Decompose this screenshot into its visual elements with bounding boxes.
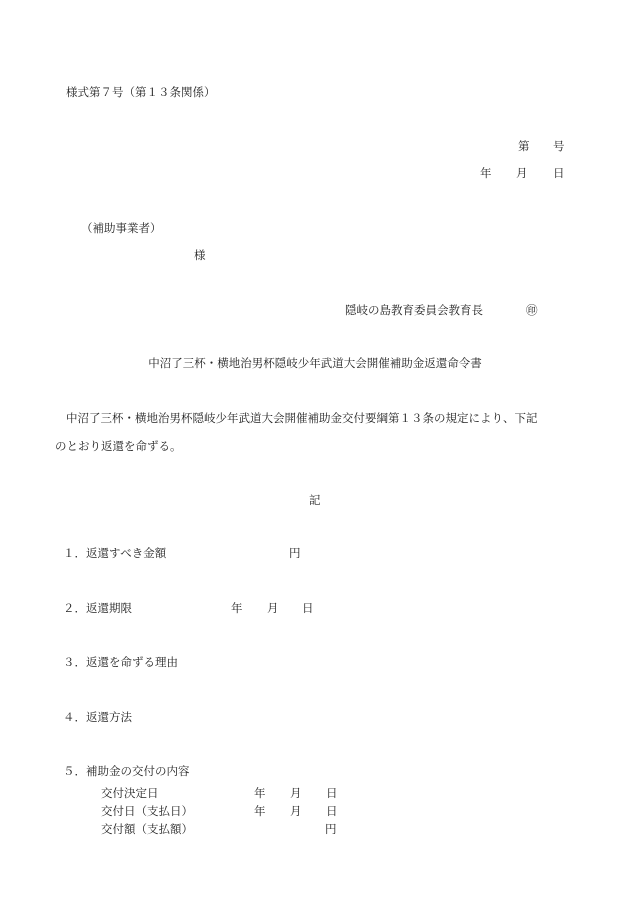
doc-number-dai: 第 bbox=[518, 139, 530, 153]
grant-decision-day: 日 bbox=[326, 786, 338, 800]
grant-amount-label: 交付額（支払額） bbox=[101, 822, 193, 836]
grant-amount-unit: 円 bbox=[325, 822, 337, 836]
grant-payment-month: 月 bbox=[290, 804, 302, 818]
recipient-label: （補助事業者） bbox=[81, 221, 162, 235]
grant-payment-day: 日 bbox=[326, 804, 338, 818]
seal-mark: ㊞ bbox=[526, 303, 538, 317]
item-1-unit: 円 bbox=[289, 546, 301, 560]
ki-heading: 記 bbox=[309, 493, 321, 507]
grant-payment-date-label: 交付日（支払日） bbox=[101, 804, 193, 818]
issue-year: 年 bbox=[480, 166, 492, 180]
issue-day: 日 bbox=[553, 166, 565, 180]
item-5-label: ５．補助金の交付の内容 bbox=[63, 764, 190, 778]
body-line-1: 中沼了三杯・横地治男杯隠岐少年武道大会開催補助金交付要綱第１３条の規定により、下記 bbox=[66, 411, 538, 425]
doc-number-go: 号 bbox=[553, 139, 565, 153]
form-number: 様式第７号（第１３条関係） bbox=[66, 85, 216, 99]
grant-decision-date-label: 交付決定日 bbox=[101, 786, 159, 800]
grant-payment-year: 年 bbox=[254, 804, 266, 818]
item-2-day: 日 bbox=[302, 601, 314, 615]
recipient-honorific: 様 bbox=[194, 248, 206, 262]
item-1-label: １．返還すべき金額 bbox=[63, 546, 167, 560]
body-line-2: のとおり返還を命ずる。 bbox=[55, 439, 182, 453]
issue-month: 月 bbox=[516, 166, 528, 180]
item-3-label: ３．返還を命ずる理由 bbox=[63, 655, 178, 669]
grant-decision-year: 年 bbox=[254, 786, 266, 800]
grant-decision-month: 月 bbox=[290, 786, 302, 800]
item-4-label: ４．返還方法 bbox=[63, 710, 132, 724]
document-title: 中沼了三杯・横地治男杯隠岐少年武道大会開催補助金返還命令書 bbox=[148, 356, 482, 370]
item-2-label: ２．返還期限 bbox=[63, 601, 132, 615]
item-2-year: 年 bbox=[231, 601, 243, 615]
issuer-name: 隠岐の島教育委員会教育長 bbox=[345, 303, 483, 317]
item-2-month: 月 bbox=[267, 601, 279, 615]
